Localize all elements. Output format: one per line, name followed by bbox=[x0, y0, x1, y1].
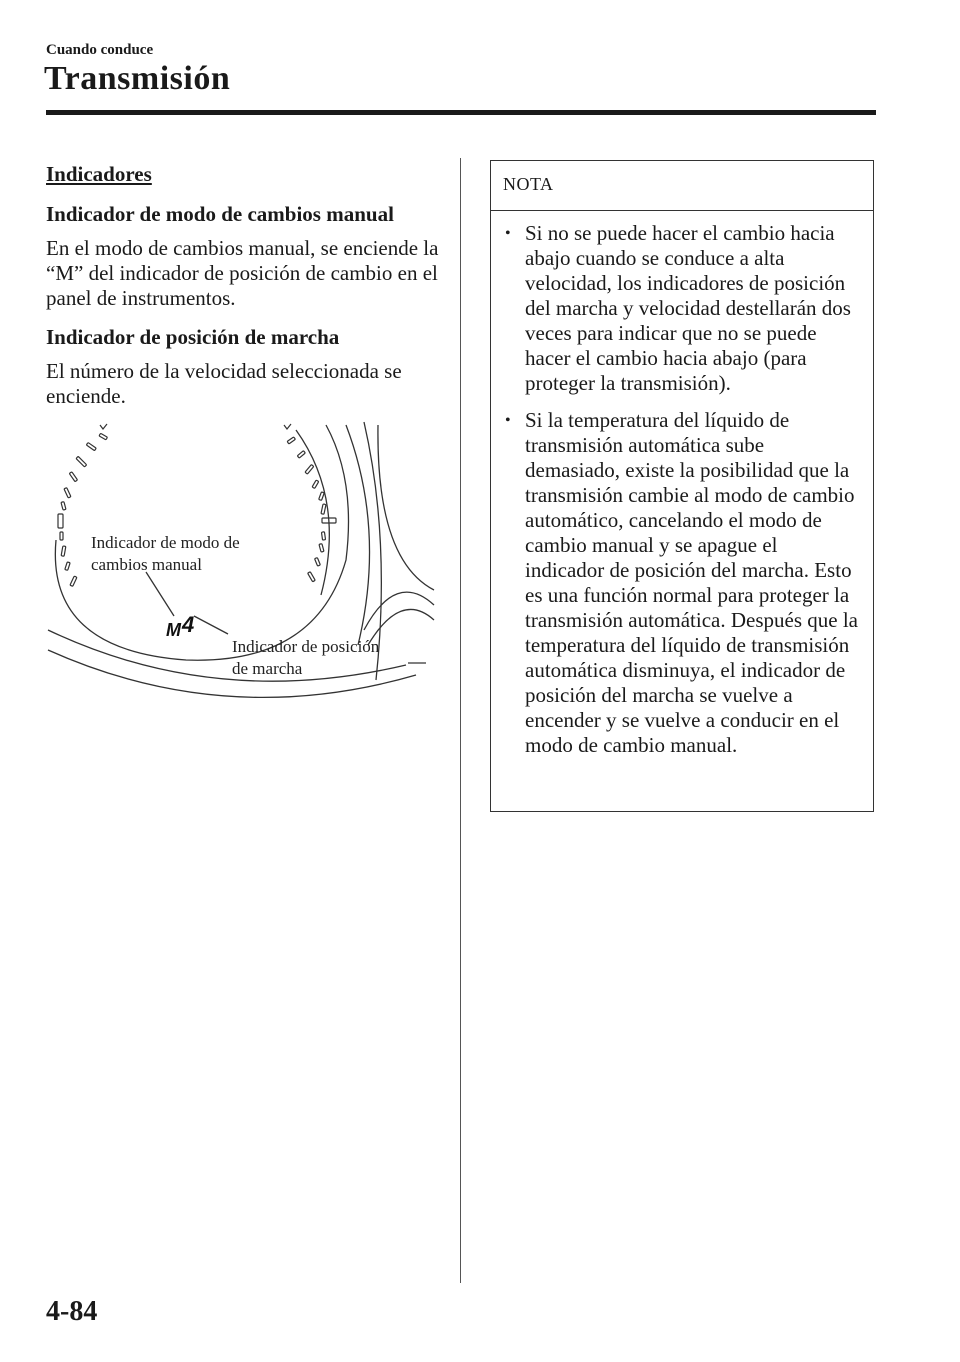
gear-position-heading: Indicador de posición de marcha bbox=[46, 325, 340, 349]
callout-manual-mode bbox=[91, 532, 240, 576]
instrument-cluster-figure bbox=[46, 420, 436, 700]
note-list bbox=[491, 211, 873, 758]
note-item bbox=[503, 221, 861, 396]
note-item bbox=[503, 408, 861, 758]
note-box bbox=[490, 160, 874, 812]
manual-mode-heading: Indicador de modo de cambios manual bbox=[46, 202, 394, 226]
page-number: 4-84 bbox=[46, 1296, 98, 1327]
callout-gear-position-line1: Indicador de posición bbox=[232, 637, 380, 656]
manual-mode-letter: M bbox=[166, 620, 181, 640]
note-header: NOTA bbox=[491, 161, 873, 211]
gear-position-text: El número de la velocidad seleccionada se enciende. bbox=[46, 359, 402, 408]
callout-manual-mode-line2: cambios manual bbox=[91, 555, 202, 574]
left-column bbox=[46, 160, 441, 421]
callout-gear-position bbox=[232, 636, 379, 680]
section-label: Cuando conduce bbox=[46, 42, 154, 58]
page-title: Transmisión bbox=[44, 60, 231, 97]
manual-mode-text: En el modo de cambios manual, se enciende la “M” del indicador de posición de cambio en el panel de instrumentos. bbox=[46, 236, 439, 310]
note-item-text: Si la temperatura del líquido de transmisión automática sube demasiado, existe la posibilidad que la transmisión cambie al modo de cambio automático, cancelando el modo de cambio manual y se apague el indicador de posición del marcha. Esto es una función normal para proteger la transmisión automática. Después que la temperatura del líquido de transmisión automática disminuya, el indicador de posición del marcha se vuelve a encender y se vuelve a conducir en el modo de cambio manual. bbox=[525, 408, 858, 757]
title-rule bbox=[46, 110, 876, 115]
note-item-text: Si no se puede hacer el cambio hacia abajo cuando se conduce a alta velocidad, los indicadores de posición del marcha y velocidad destellarán dos veces para indicar que no se puede hacer el cambio hacia abajo (para proteger la transmisión). bbox=[525, 221, 851, 395]
bullet-icon: • bbox=[505, 412, 511, 429]
column-divider bbox=[460, 158, 461, 1283]
gear-position-digit: 4 bbox=[182, 612, 195, 637]
bullet-icon: • bbox=[505, 225, 511, 242]
indicators-heading: Indicadores bbox=[46, 162, 152, 186]
callout-gear-position-line2: de marcha bbox=[232, 659, 303, 678]
callout-manual-mode-line1: Indicador de modo de bbox=[91, 533, 240, 552]
